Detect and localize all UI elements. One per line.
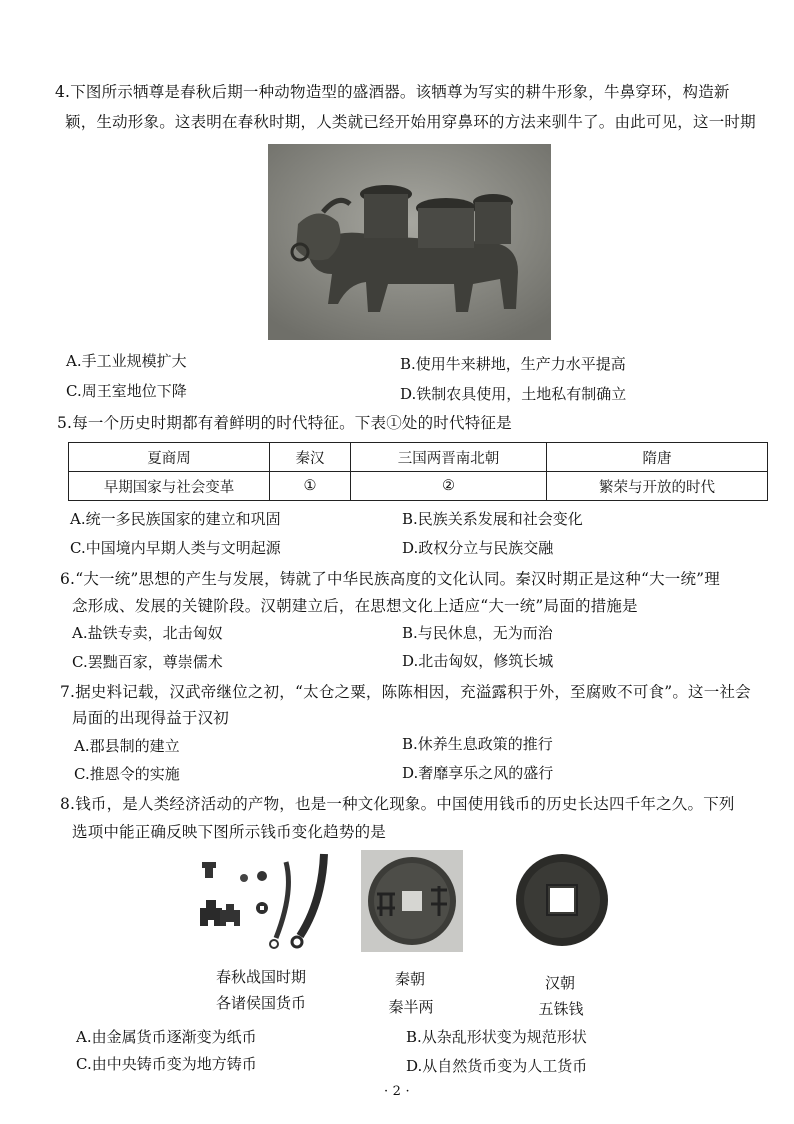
q7-option-a: A.郡县制的建立 bbox=[74, 737, 180, 755]
era-table bbox=[68, 442, 768, 501]
q4-stem-line-1: 4.下图所示牺尊是春秋后期一种动物造型的盛酒器。该牺尊为写实的耕牛形象，牛鼻穿环，构造新 bbox=[55, 83, 730, 101]
q7-option-b: B.休养生息政策的推行 bbox=[402, 735, 553, 753]
han-wuzhu-coin-image bbox=[512, 848, 612, 952]
bronze-ox-vessel-photo bbox=[268, 144, 551, 340]
q4-stem-line-2: 颖，生动形象。这表明在春秋时期，人类就已经开始用穿鼻环的方法来驯牛了。由此可见，这一时期 bbox=[65, 113, 756, 131]
q7-option-c: C.推恩令的实施 bbox=[74, 765, 180, 783]
q5-option-a: A.统一多民族国家的建立和巩固 bbox=[70, 510, 281, 528]
era-header-three-kingdoms: 三国两晋南北朝 bbox=[351, 443, 547, 472]
q4-option-a: A.手工业规模扩大 bbox=[66, 352, 187, 370]
q8-option-d: D.从自然货币变为人工货币 bbox=[406, 1057, 588, 1075]
assorted-coins-icon bbox=[196, 852, 336, 952]
era-header-xia-shang-zhou: 夏商周 bbox=[69, 443, 270, 472]
q8-stem-line-2: 选项中能正确反映下图所示钱币变化趋势的是 bbox=[72, 823, 387, 841]
q6-option-a: A.盐铁专卖，北击匈奴 bbox=[72, 624, 223, 642]
ox-vessel-icon bbox=[268, 144, 551, 340]
q7-stem-line-2: 局面的出现得益于汉初 bbox=[72, 709, 230, 727]
warring-states-currency-image bbox=[196, 852, 336, 952]
qin-banliang-coin-image bbox=[361, 850, 463, 952]
q8-option-b: B.从杂乱形状变为规范形状 bbox=[406, 1028, 587, 1046]
q4-option-c: C.周王室地位下降 bbox=[66, 382, 187, 400]
q5-option-d: D.政权分立与民族交融 bbox=[402, 539, 554, 557]
q4-option-b: B.使用牛来耕地，生产力水平提高 bbox=[400, 355, 626, 373]
caption-warring-states-period: 春秋战国时期 bbox=[215, 968, 306, 986]
era-table-header-row bbox=[69, 443, 768, 472]
era-feature-sui-tang: 繁荣与开放的时代 bbox=[547, 472, 768, 501]
q7-option-d: D.奢靡享乐之风的盛行 bbox=[402, 764, 554, 782]
q5-option-c: C.中国境内早期人类与文明起源 bbox=[70, 539, 281, 557]
era-feature-qin-han: ① bbox=[270, 472, 351, 501]
era-table-feature-row bbox=[69, 472, 768, 501]
q6-option-c: C.罢黜百家，尊崇儒术 bbox=[72, 653, 223, 671]
era-feature-xia-shang-zhou: 早期国家与社会变革 bbox=[69, 472, 270, 501]
caption-han-dynasty: 汉朝 bbox=[544, 974, 575, 992]
q5-stem: 5.每一个历史时期都有着鲜明的时代特征。下表①处的时代特征是 bbox=[57, 414, 512, 432]
era-feature-three-kingdoms: ② bbox=[351, 472, 547, 501]
q6-option-b: B.与民休息，无为而治 bbox=[402, 624, 553, 642]
q8-option-a: A.由金属货币逐渐变为纸币 bbox=[76, 1028, 257, 1046]
caption-qin-banliang: 秦半两 bbox=[388, 998, 434, 1016]
q7-stem-line-1: 7.据史料记载，汉武帝继位之初，“太仓之粟，陈陈相因，充溢露积于外，至腐败不可食”。这一社会 bbox=[60, 683, 751, 701]
wuzhu-coin-icon bbox=[512, 848, 612, 952]
caption-han-wuzhu: 五铢钱 bbox=[538, 1000, 584, 1018]
q6-option-d: D.北击匈奴，修筑长城 bbox=[402, 652, 554, 670]
caption-qin-dynasty: 秦朝 bbox=[394, 970, 425, 988]
q4-option-d: D.铁制农具使用，土地私有制确立 bbox=[400, 385, 627, 403]
q5-option-b: B.民族关系发展和社会变化 bbox=[402, 510, 583, 528]
q6-stem-line-1: 6.“大一统”思想的产生与发展，铸就了中华民族高度的文化认同。秦汉时期正是这种“大一统”理 bbox=[60, 570, 720, 588]
caption-feudal-state-currency: 各诸侯国货币 bbox=[215, 994, 306, 1012]
banliang-coin-icon bbox=[361, 850, 463, 952]
era-header-sui-tang: 隋唐 bbox=[547, 443, 768, 472]
page-number: · 2 · bbox=[384, 1084, 410, 1099]
q6-stem-line-2: 念形成、发展的关键阶段。汉朝建立后，在思想文化上适应“大一统”局面的措施是 bbox=[72, 597, 638, 615]
era-header-qin-han: 秦汉 bbox=[270, 443, 351, 472]
q8-stem-line-1: 8.钱币，是人类经济活动的产物，也是一种文化现象。中国使用钱币的历史长达四千年之久。下列 bbox=[60, 795, 735, 813]
q8-option-c: C.由中央铸币变为地方铸币 bbox=[76, 1055, 257, 1073]
